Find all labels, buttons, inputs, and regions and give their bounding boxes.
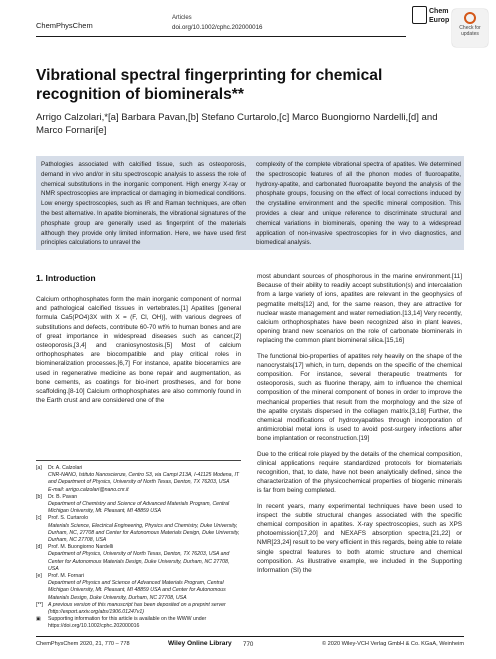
affiliations-rule xyxy=(36,460,241,461)
check-for-updates-badge[interactable] xyxy=(452,9,488,47)
footnote-key: [**] xyxy=(36,601,43,608)
intro-paragraph-5: In recent years, many experimental techniques have been used to inspect the subtle structural changes associated with the specific chemical composition in apatites. X-ray spectroscopies, such as XPS photoemission[17,20] and NEXAFS absorption spectra,[21,22] or NMR[23,24] result to be very efficient in this regards, being able to relate single spectral features to both atomic structure and chemical composition. As illustrative example, we included in the Supporting Information (SI) the xyxy=(257,502,462,575)
page-number: 770 xyxy=(243,641,254,648)
affiliation-name: Dr. A. Calzolari xyxy=(48,465,83,471)
affiliation-key: [c] xyxy=(36,515,42,522)
affiliation-item xyxy=(36,544,241,573)
affiliation-address: Department of Physics, University of North Texas, Denton, TX 76203, USA and Center for Autonomous Materials Design, Duke University, Durham, NC 27708, USA xyxy=(48,551,230,572)
affiliation-item xyxy=(36,465,241,494)
affiliation-name: Prof. S. Curtarolo xyxy=(48,515,89,522)
logo-box-icon xyxy=(412,6,427,24)
affiliation-key: [a] xyxy=(36,465,42,471)
affiliation-item xyxy=(36,515,241,544)
wiley-online-library-link[interactable]: Wiley Online Library xyxy=(168,640,232,647)
intro-paragraph-2: most abundant sources of phosphorous in the marine environment.[11] Because of their ability to readily accept substitution(s) and intercalation from a large variety of ions, apatites are relevant in the geophysics of pegmatite melts[12] and, for the same reason, they are attractive for nuclear waste management and water remediation.[13,14] Very recently, calcium orthophosphates have been recognized also in plant leaves, opening brand new scenarios on the role of carbonate biominerals in replacing the common plant biomineral silica.[15,16] xyxy=(257,273,462,345)
footnote-text: A previous version of this manuscript has been deposited on a preprint server (http://export.arxiv.org/abs/1906.01247v1) xyxy=(48,601,226,616)
section-label: Articles xyxy=(172,15,192,21)
authors-line-1: Arrigo Calzolari,*[a] Barbara Pavan,[b] Stefano Curtarolo,[c] Marco Buongiorno Nardelli,[d] and xyxy=(36,112,438,123)
footnote-item xyxy=(36,602,241,616)
footer-rule xyxy=(36,636,464,637)
affiliation-item xyxy=(36,494,241,516)
affiliation-email[interactable]: E-mail: arrigo.calzolari@nano.cnr.it xyxy=(48,486,129,493)
body-right-column xyxy=(257,272,462,581)
chemistry-europe-logo xyxy=(412,6,456,30)
authors-line-2: Marco Fornari[e] xyxy=(36,125,107,136)
abstract-box xyxy=(36,156,464,250)
body-left-column xyxy=(36,295,241,411)
author-list xyxy=(36,111,466,137)
abstract-right-column: complexity of the complete vibrational spectra of apatites. We determined the spectroscopic features of all the phonon modes of fluoroapatite, hydroxy-apatite, and carbonated fluoroapatite beyond the analysis of the phosphate groups, focusing on the effect of local corrections induced by the crystalline environment and the specific mineral composition. This provides a clear and unique reference to discriminate structural and chemical variations in biominerals, opening the way to a widespread application of non-invasive spectroscopies for in vivo diagnostics, and biomedical analysis. xyxy=(256,161,461,247)
supporting-info-icon: ▣ xyxy=(36,616,41,623)
affiliations xyxy=(36,465,241,631)
logo-text-2: Europ xyxy=(429,17,450,24)
article-title: Vibrational spectral fingerprinting for chemical recognition of biominerals** xyxy=(36,67,383,103)
intro-paragraph-4: Due to the critical role played by the details of the chemical composition, clinical applications require standardized protocols for biomaterials recognition, that, to date, have not been analytically defined, since the characterization of the physicochemical properties of biogenic minerals is far from being completed. xyxy=(257,450,462,495)
update-ring-icon xyxy=(464,12,476,24)
affiliation-address: Department of Chemistry and Science of Advanced Materials Program, Central Michigan University, Mt. Pleasant, MI 48859 USA xyxy=(48,501,230,515)
affiliation-address: Department of Physics and Science of Advanced Materials Program, Central Michigan University, Mt. Pleasant, MI 48859 USA and Center for Autonomous Materials Design, Duke University, Durham, NC 27708, USA xyxy=(48,580,226,601)
supporting-info-text[interactable]: Supporting information for this article is available on the WWW under https://doi.org/10.1002/cphc.202000016 xyxy=(48,616,207,630)
affiliation-address: CNR-NANO, Istituto Nanoscienze, Centro S3, via Campi 213A, I-41125 Modena, IT and Department of Physics, University of North Texas, Denton, TX 76203, USA xyxy=(48,472,240,486)
section-heading: 1. Introduction xyxy=(36,273,96,283)
intro-paragraph-3: The functional bio-properties of apatites rely heavily on the shape of the nanocrystals[17] which, in turn, depends on the specific of the chemical composition. For instance, several therapeutic treatments for osteoporosis, such as fluorine therapy, aim to influence the chemical composition of the mineral component of bones in order to improve the mechanical properties that result from the morphology and the size of the apatite crystals dispersed in the collagen matrix.[3,18] Further, the chemical modifications of hydroxyapatites through incorporation of antimicrobial metal ions is used to avoid post-surgery infections after bone implantation or reconstruction.[19] xyxy=(257,352,462,443)
footer-citation: ChemPhysChem 2020, 21, 770 – 778 xyxy=(36,641,130,647)
header-rule xyxy=(36,36,406,37)
check-label-2: updates xyxy=(461,31,479,37)
affiliation-key: [b] xyxy=(36,493,42,500)
affiliation-name: Prof. M. Fornari xyxy=(48,573,85,580)
footer-copyright: © 2020 Wiley-VCH Verlag GmbH & Co. KGaA, Weinheim xyxy=(321,641,464,647)
doi-link[interactable]: doi.org/10.1002/cphc.202000016 xyxy=(172,24,263,31)
affiliation-address: Materials Science, Electrical Engineering, Physics and Chemistry, Duke University, Durham, NC, 27708 and Center for Autonomous Materials Design, Duke University, Durham, NC 27708, USA xyxy=(48,522,240,544)
abstract-left-column: Pathologies associated with calcified tissue, such as osteoporosis, demand in vivo and/or in situ spectroscopic analysis to assess the role of chemical substitutions in the inorganic component. High energy X-ray or NMR spectroscopies are impractical or damaging in biomedical conditions. Low energy spectroscopies, such as IR and Raman techniques, are often the best alternative. In apatite biominerals, the vibrational signatures of the phosphate group are generally used as fingerprint of the materials although they provide only limited information. Here, we have used first principles calculations to unravel the xyxy=(41,161,246,247)
intro-paragraph-1: Calcium orthophosphates form the main inorganic component of normal and pathological calcified tissues in vertebrates.[1] Apatites [general formula Ca5(PO4)3X with X = (F, Cl, OH)], with various degrees of substitutions and defects, contribute 60-70 wt% to human bones and are of great importance in widespread diseases such as cancer,[2] osteoporosis,[3,4] and craniosynostosis.[5] Most of calcium orthophosphates are biocompatible and play critical roles in biomineralization processes.[6,7] For instance, apatite bioceramics are used in regenerative medicine as bone repair and augmentation, as bone cements, as coatings for bio-inert prostheses, and for bone scaffolding.[8-10] Calcium orthophosphates are also commonly found in the Earth crust and are considered one of the xyxy=(36,296,241,405)
logo-text-1: Chem xyxy=(429,8,449,15)
affiliation-item xyxy=(36,573,241,602)
journal-name: ChemPhysChem xyxy=(36,21,93,30)
affiliation-name: Prof. M. Buongiorno Nardelli xyxy=(48,544,114,551)
supporting-info-item xyxy=(36,616,241,630)
affiliation-key: [e] xyxy=(36,573,42,580)
affiliation-name: Dr. B. Pavan xyxy=(48,493,78,500)
affiliation-key: [d] xyxy=(36,544,42,551)
check-label-1: Check for xyxy=(459,25,481,31)
